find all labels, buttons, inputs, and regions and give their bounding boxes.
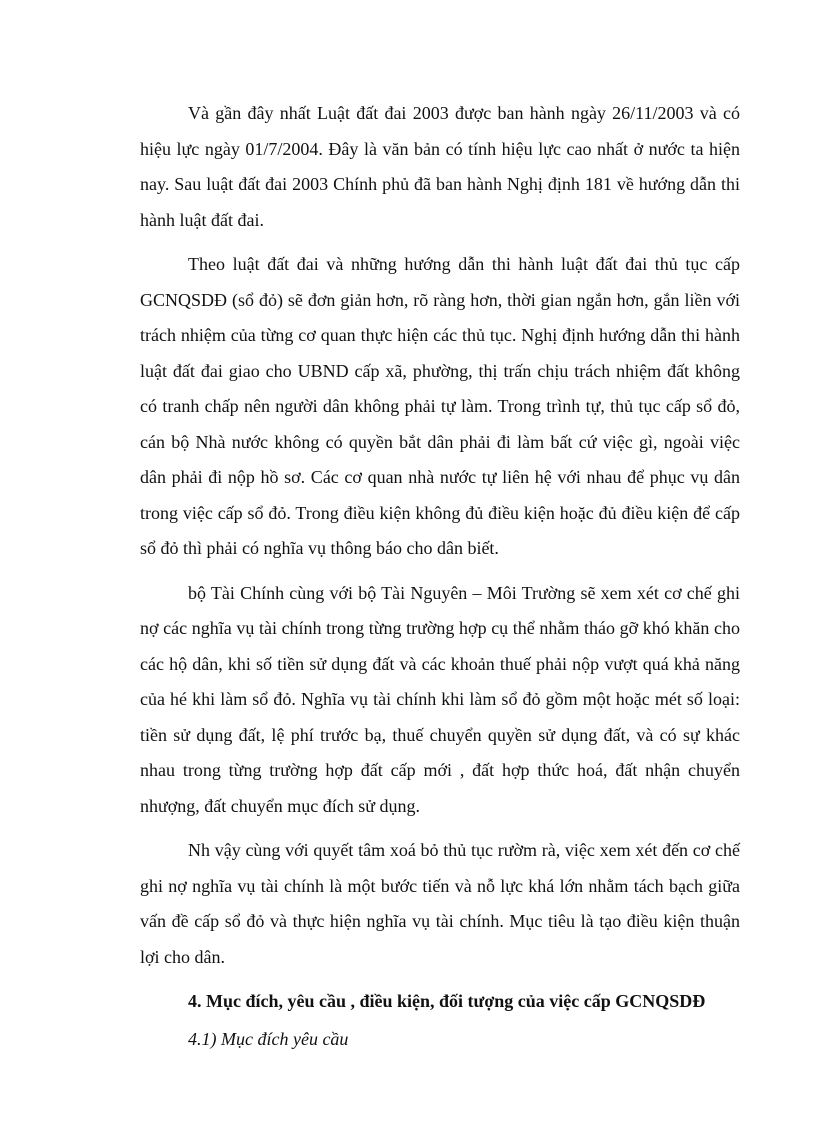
- document-body: [140, 96, 740, 1056]
- section-heading: 4. Mục đích, yêu cầu , điều kiện, đối tượng của việc cấp GCNQSDĐ: [188, 991, 706, 1011]
- paragraph-certificate-procedure: Theo luật đất đai và những hướng dẫn thi hành luật đất đai thủ tục cấp GCNQSDĐ (sổ đỏ) sẽ đơn giản hơn, rõ ràng hơn, thời gian ngắn hơn, gắn liền với trách nhiệm của từng cơ quan thực hiện các thủ tục. Nghị định hướng dẫn thi hành luật đất đai giao cho UBND cấp xã, phường, thị trấn chịu trách nhiệm đất không có tranh chấp nên người dân không phải tự làm. Trong trình tự, thủ tục cấp sổ đỏ, cán bộ Nhà nước không có quyền bắt dân phải đi làm bất cứ việc gì, ngoài việc dân phải đi nộp hồ sơ. Các cơ quan nhà nước tự liên hệ với nhau để phục vụ dân trong việc cấp sổ đỏ. Trong điều kiện không đủ điều kiện hoặc đủ điều kiện để cấp sổ đỏ thì phải có nghĩa vụ thông báo cho dân biết.: [140, 254, 740, 558]
- subsection-heading: 4.1) Mục đích yêu cầu: [188, 1029, 349, 1049]
- paragraph-financial-obligations: bộ Tài Chính cùng với bộ Tài Nguyên – Môi Trường sẽ xem xét cơ chế ghi nợ các nghĩa vụ tài chính trong từng trường hợp cụ thể nhằm tháo gỡ khó khăn cho các hộ dân, khi số tiền sử dụng đất và các khoản thuế phải nộp vượt quá khả năng của hé khi làm sổ đỏ. Nghĩa vụ tài chính khi làm sổ đỏ gồm một hoặc mét số loại: tiền sử dụng đất, lệ phí trước bạ, thuế chuyển quyền sử dụng đất, và có sự khác nhau trong từng trường hợp đất cấp mới , đất hợp thức hoá, đất nhận chuyển nhượng, đất chuyển mục đích sử dụng.: [140, 582, 740, 816]
- paragraph-land-law-2003: Và gần đây nhất Luật đất đai 2003 được ban hành ngày 26/11/2003 và có hiệu lực ngày 01/7/2004. Đây là văn bản có tính hiệu lực cao nhất ở nước ta hiện nay. Sau luật đất đai 2003 Chính phủ đã ban hành Nghị định 181 về hướng dẫn thi hành luật đất đai.: [140, 103, 740, 230]
- paragraph-debt-mechanism: Nh vậy cùng với quyết tâm xoá bỏ thủ tục rườm rà, việc xem xét đến cơ chế ghi nợ nghĩa vụ tài chính là một bước tiến và nỗ lực khá lớn nhằm tách bạch giữa vấn đề cấp sổ đỏ và thực hiện nghĩa vụ tài chính. Mục tiêu là tạo điều kiện thuận lợi cho dân.: [140, 840, 740, 967]
